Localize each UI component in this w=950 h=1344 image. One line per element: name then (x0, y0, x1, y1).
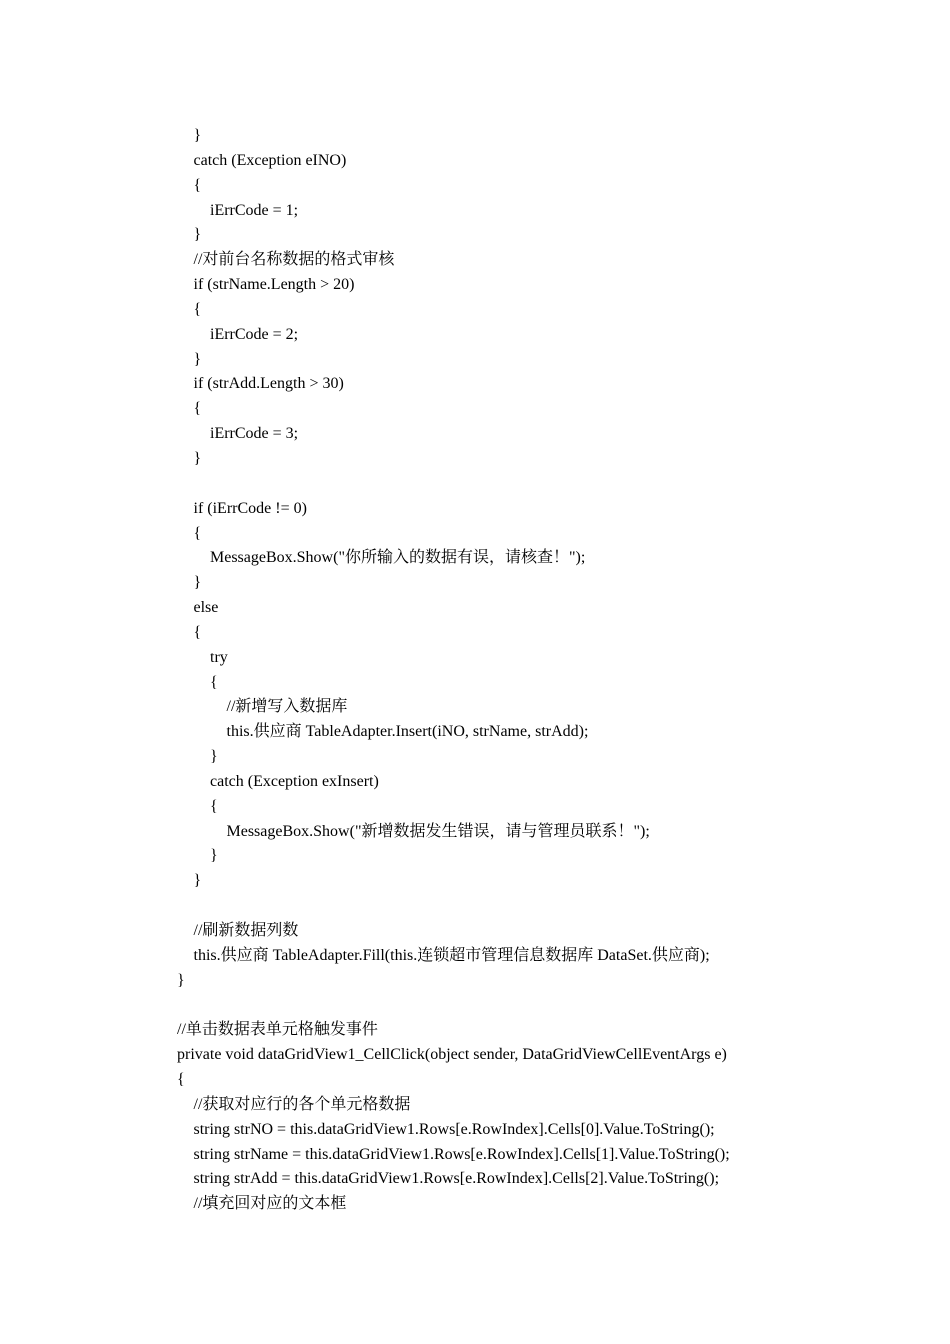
code-line: catch (Exception eINO) (193, 151, 347, 169)
code-listing (177, 124, 730, 1217)
code-line: { (210, 797, 218, 815)
code-line: private void dataGridView1_CellClick(object sender, DataGridViewCellEventArgs e) (177, 1046, 727, 1064)
code-line: { (193, 623, 202, 641)
code-line: } (193, 350, 202, 368)
code-line: } (177, 971, 185, 989)
code-comment-line: //单击数据表单元格触发事件 (177, 1021, 378, 1039)
code-line: } (210, 748, 218, 766)
code-line: { (193, 524, 202, 542)
code-line: string strAdd = this.dataGridView1.Rows[e.RowIndex].Cells[2].Value.ToString(); (193, 1170, 720, 1188)
code-line: } (193, 449, 202, 467)
code-line: } (193, 574, 202, 592)
code-line: string strNO = this.dataGridView1.Rows[e.RowIndex].Cells[0].Value.ToString(); (193, 1120, 715, 1138)
code-comment-line: //填充回对应的文本框 (193, 1195, 347, 1213)
code-comment-line: //刷新数据列数 (193, 922, 299, 939)
code-line: string strName = this.dataGridView1.Rows[e.RowIndex].Cells[1].Value.ToString(); (193, 1145, 730, 1163)
code-line: else (193, 599, 219, 617)
code-line: } (210, 847, 218, 865)
code-line: { (193, 300, 202, 318)
code-line: { (177, 1071, 185, 1089)
code-line: } (193, 127, 202, 144)
code-line: if (strAdd.Length > 30) (193, 375, 344, 393)
code-comment-line: //新增写入数据库 (226, 698, 348, 716)
code-line: iErrCode = 3; (210, 425, 299, 443)
code-line: this.供应商 TableAdapter.Fill(this.连锁超市管理信息数据库 DataSet.供应商); (193, 946, 710, 964)
code-line: MessageBox.Show("你所输入的数据有误，请核查！"); (210, 549, 586, 567)
code-line: iErrCode = 1; (210, 201, 299, 219)
code-line (177, 472, 730, 497)
code-line (177, 894, 730, 919)
code-line: } (193, 872, 202, 890)
code-line: { (193, 400, 202, 418)
code-line: iErrCode = 2; (210, 325, 299, 343)
code-line: if (iErrCode != 0) (193, 499, 307, 517)
code-comment-line: //对前台名称数据的格式审核 (193, 251, 395, 269)
code-line: this.供应商 TableAdapter.Insert(iNO, strName, strAdd); (226, 723, 589, 741)
code-line: { (210, 673, 218, 691)
code-line: if (strName.Length > 20) (193, 276, 355, 294)
code-line: { (193, 176, 202, 194)
code-line: catch (Exception exInsert) (210, 772, 379, 790)
code-line: } (193, 226, 202, 244)
code-line: MessageBox.Show("新增数据发生错误，请与管理员联系！"); (226, 822, 650, 840)
code-comment-line: //获取对应行的各个单元格数据 (193, 1095, 411, 1113)
code-line: try (210, 648, 228, 666)
code-line (177, 994, 730, 1019)
